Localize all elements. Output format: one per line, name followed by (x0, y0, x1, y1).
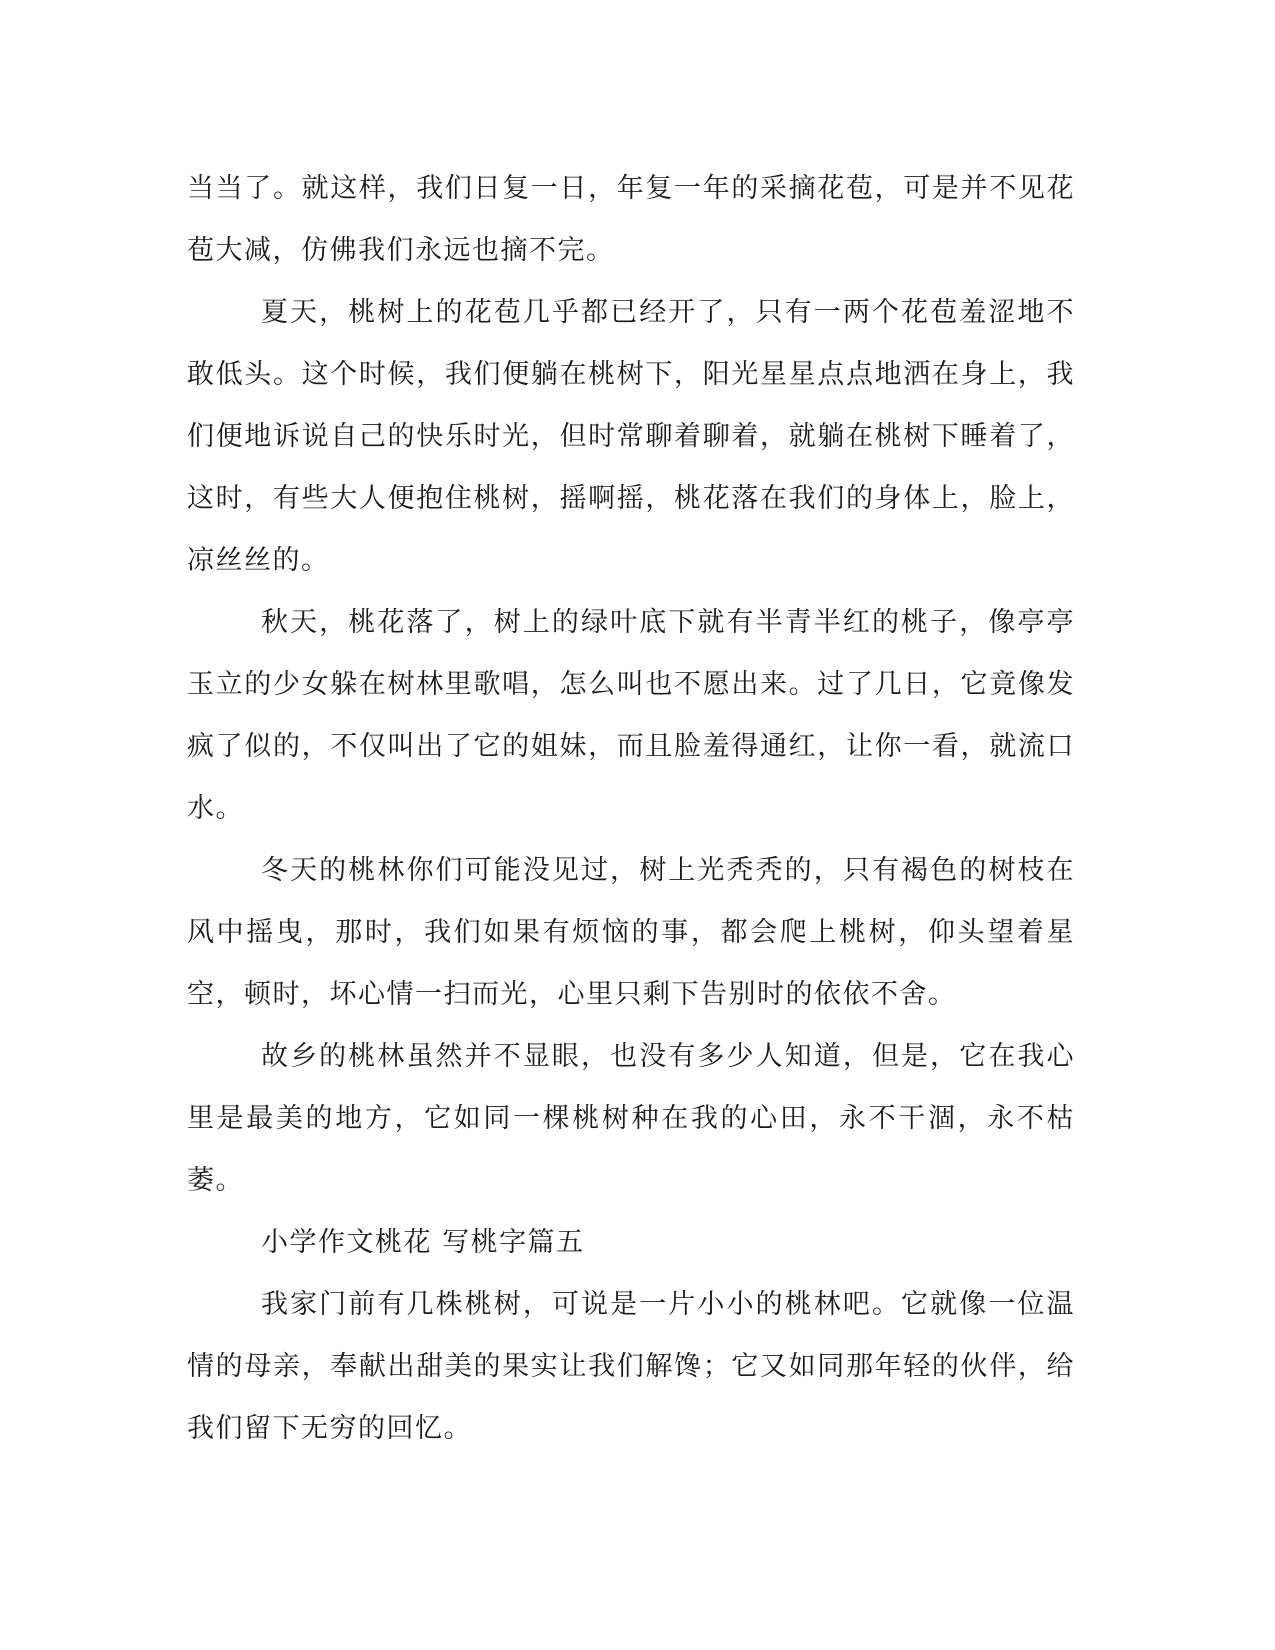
document-body (187, 158, 1075, 1460)
paragraph-autumn: 秋天，桃花落了，树上的绿叶底下就有半青半红的桃子，像亭亭玉立的少女躲在树林里歌唱，怎么叫也不愿出来。过了几日，它竟像发疯了似的，不仅叫出了它的姐妹，而且脸羞得通红，让你一看，就流口水。 (187, 607, 1075, 824)
paragraph-conclusion: 故乡的桃林虽然并不显眼，也没有多少人知道，但是，它在我心里是最美的地方，它如同一棵桃树种在我的心田，永不干涸，永不枯萎。 (187, 1041, 1075, 1196)
paragraph-summer: 夏天，桃树上的花苞几乎都已经开了，只有一两个花苞羞涩地不敢低头。这个时候，我们便躺在桃树下，阳光星星点点地洒在身上，我们便地诉说自己的快乐时光，但时常聊着聊着，就躺在桃树下睡着了，这时，有些大人便抱住桃树，摇啊摇，桃花落在我们的身体上，脸上，凉丝丝的。 (187, 297, 1075, 576)
section-heading: 小学作文桃花 写桃字篇五 (261, 1227, 585, 1258)
paragraph-spring-continued: 当当了。就这样，我们日复一日，年复一年的采摘花苞，可是并不见花苞大减，仿佛我们永远也摘不完。 (187, 173, 1075, 266)
paragraph-intro-part-five: 我家门前有几株桃树，可说是一片小小的桃林吧。它就像一位温情的母亲，奉献出甜美的果实让我们解馋；它又如同那年轻的伙伴，给我们留下无穷的回忆。 (187, 1289, 1075, 1444)
paragraph-winter: 冬天的桃林你们可能没见过，树上光秃秃的，只有褐色的树枝在风中摇曳，那时，我们如果有烦恼的事，都会爬上桃树，仰头望着星空，顿时，坏心情一扫而光，心里只剩下告别时的依依不舍。 (187, 855, 1075, 1010)
